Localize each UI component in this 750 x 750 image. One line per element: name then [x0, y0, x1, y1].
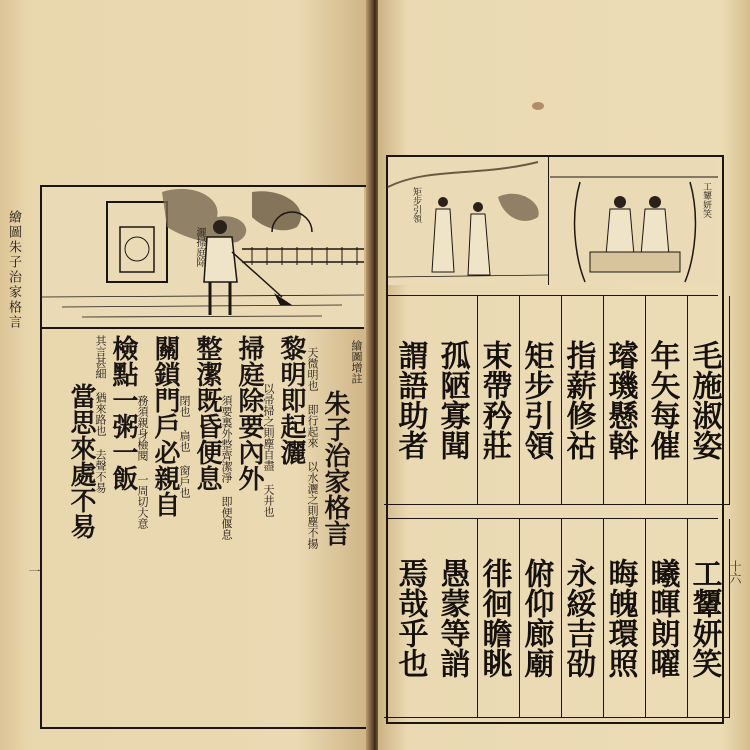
column-4-note: 須要裏外整齊潔淨 即便偃息: [220, 395, 233, 540]
grid-top-col-6: 束帶矜莊: [468, 296, 520, 505]
column-7: 當思來處不易: [66, 383, 96, 539]
paper-stain: [532, 102, 544, 110]
column-2-note: 天微明也 即行起來 以水灑之則塵不揚: [306, 347, 319, 549]
column-2: 黎明即起灑: [276, 335, 306, 465]
illustration-caption-walking: 矩步引領: [411, 187, 421, 223]
side-title: 繪圖朱子治家格言: [6, 210, 21, 330]
grid-top-col-4: 指薪修祜: [552, 296, 604, 505]
column-5-note: 閉也 扃也 窗戶也: [178, 395, 191, 498]
heading-small: 繪圖增註: [350, 340, 363, 384]
grid-top-col-5: 矩步引領: [510, 296, 562, 505]
illustration-caption-ladies: 工顰妍笑: [701, 182, 711, 218]
grid-bottom-col-1: 工顰妍笑: [678, 519, 730, 718]
column-5: 關鎖門戶必親自: [150, 335, 180, 517]
column-3: 掃庭除要內外: [234, 335, 264, 491]
illustration-walking: [388, 157, 549, 285]
column-4: 整潔既昏便息: [192, 335, 222, 491]
grid-top-col-7: 孤陋寡聞: [426, 296, 478, 505]
page-number-right: 十六: [728, 560, 742, 584]
grid-bottom-col-4: 永綏吉劭: [552, 519, 604, 718]
column-7-note: 其言甚細 猶來路也 去聲不易: [94, 335, 107, 493]
sweeping-illustration: [42, 187, 364, 329]
main-text-block: [62, 335, 362, 720]
column-6-note: 務須親身檢閱 一周切大意: [136, 395, 149, 529]
grid-bottom-col-3: 晦魄環照: [594, 519, 646, 718]
grid-top-col-8: 謂語助者: [384, 296, 435, 505]
page-number-left: 一: [27, 565, 41, 577]
right-page: [378, 0, 750, 750]
left-page: [0, 0, 372, 750]
grid-top-col-3: 璿璣懸斡: [594, 296, 646, 505]
grid-top-col-1: 毛施淑姿: [678, 296, 730, 505]
illustration-ladies: [550, 157, 718, 285]
column-1: 朱子治家格言: [320, 390, 350, 546]
grid-bottom-col-8: 焉哉乎也: [384, 519, 435, 718]
column-6: 檢點一粥一飯: [108, 335, 138, 491]
character-grid-bottom: [388, 518, 722, 719]
grid-bottom-col-6: 徘徊瞻眺: [468, 519, 520, 718]
ladies-scene-image: [550, 157, 718, 285]
grid-bottom-col-7: 愚蒙等誚: [426, 519, 478, 718]
grid-top-col-2: 年矢每催: [636, 296, 688, 505]
column-3-note: 以帚掃之則塵自盡 天井也: [262, 383, 275, 517]
illustration-caption-left: 灑掃庭除: [194, 227, 205, 267]
grid-bottom-col-2: 曦暉朗曜: [636, 519, 688, 718]
character-grid-top: [388, 295, 722, 506]
grid-bottom-col-5: 俯仰廊廟: [510, 519, 562, 718]
